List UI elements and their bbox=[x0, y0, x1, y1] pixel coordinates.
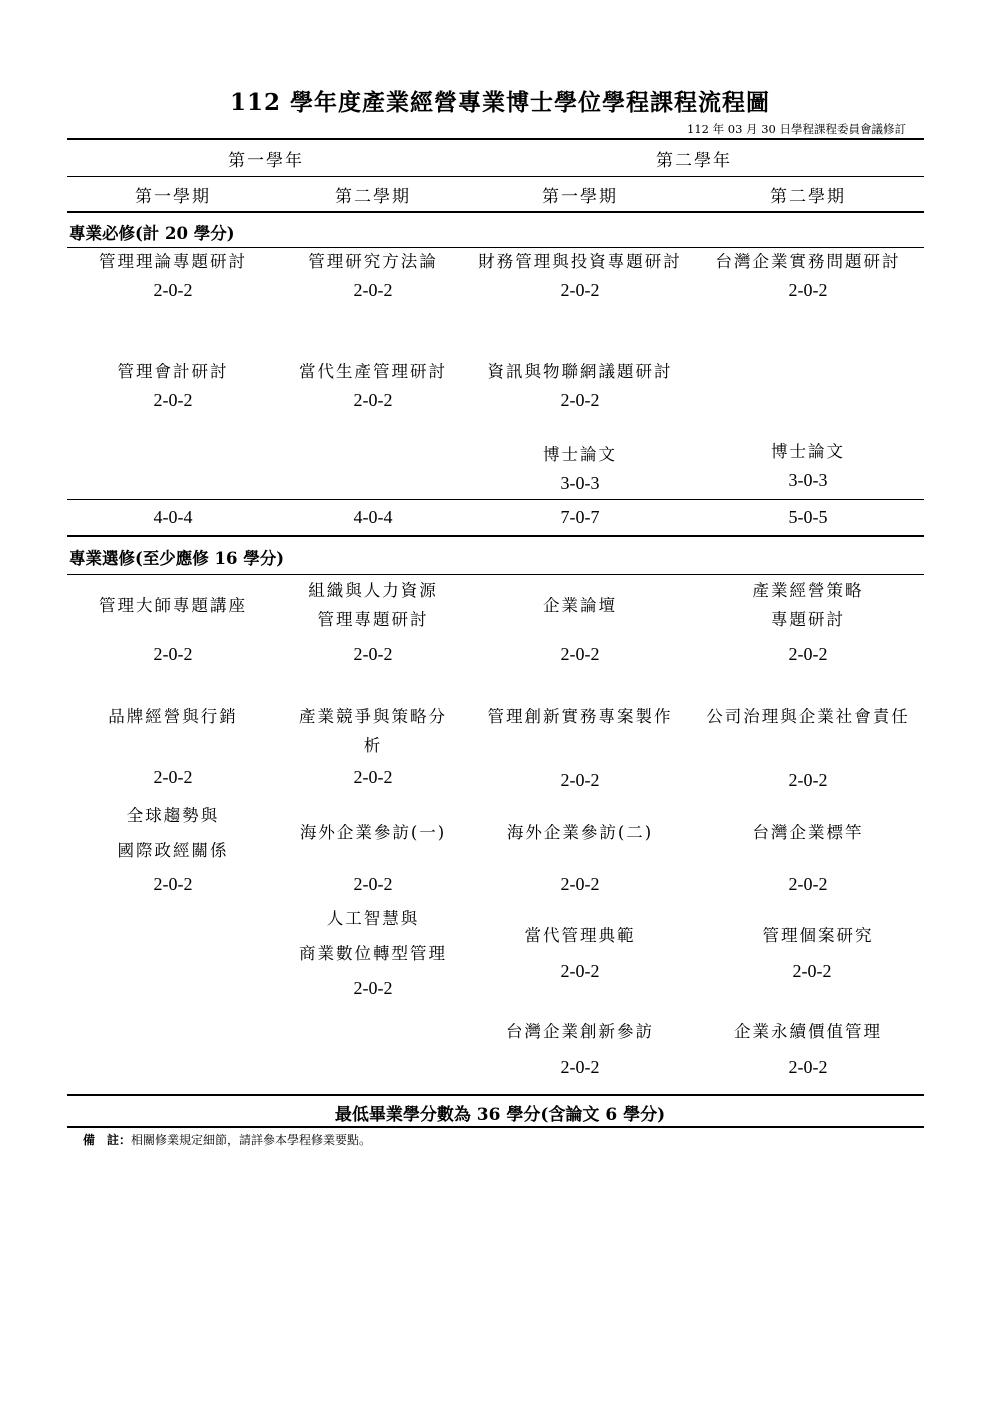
course-credit: 2-0-2 bbox=[788, 770, 828, 790]
semester-header: 第二學期 bbox=[770, 187, 846, 207]
course-name: 資訊與物聯網議題研討 bbox=[487, 362, 673, 381]
course-credit: 2-0-2 bbox=[153, 767, 193, 787]
course-name-line2: 商業數位轉型管理 bbox=[299, 944, 447, 963]
course-credit: 3-0-3 bbox=[788, 470, 828, 490]
course-credit: 2-0-2 bbox=[153, 874, 193, 894]
course-credit: 2-0-2 bbox=[560, 644, 600, 664]
footer-bottom-rule bbox=[67, 1126, 924, 1128]
course-name-line1: 全球趨勢與 bbox=[126, 806, 220, 825]
course-credit: 2-0-2 bbox=[788, 874, 828, 894]
footer-top-rule bbox=[67, 1094, 924, 1096]
year-1-header: 第一學年 bbox=[228, 151, 304, 171]
course-name-line2: 專題研討 bbox=[771, 610, 845, 629]
course-credit: 2-0-2 bbox=[353, 978, 393, 998]
elective-heading-rule bbox=[67, 574, 924, 575]
course-name-line2: 析 bbox=[363, 736, 383, 755]
course-name: 管理大師專題講座 bbox=[99, 596, 247, 615]
course-name: 管理創新實務專案製作 bbox=[487, 707, 673, 726]
course-name: 財務管理與投資專題研討 bbox=[478, 252, 682, 271]
course-name: 當代管理典範 bbox=[524, 926, 636, 945]
course-credit: 2-0-2 bbox=[560, 961, 600, 981]
course-name: 台灣企業實務問題研討 bbox=[715, 252, 901, 271]
course-credit: 2-0-2 bbox=[560, 280, 600, 300]
course-name: 管理個案研究 bbox=[762, 926, 874, 945]
graduation-requirement: 最低畢業學分數為 36 學分(含論文 6 學分) bbox=[334, 1105, 666, 1125]
course-name: 公司治理與企業社會責任 bbox=[706, 707, 910, 726]
course-name: 管理理論專題研討 bbox=[99, 252, 247, 271]
course-credit: 2-0-2 bbox=[153, 390, 193, 410]
course-credit: 3-0-3 bbox=[560, 473, 600, 493]
course-name-line2: 國際政經關係 bbox=[117, 841, 229, 860]
semester-total: 4-0-4 bbox=[353, 507, 393, 527]
table-top-rule bbox=[67, 138, 924, 140]
course-credit: 2-0-2 bbox=[560, 390, 600, 410]
course-name: 品牌經營與行銷 bbox=[108, 707, 238, 726]
required-heading: 專業必修(計 20 學分) bbox=[69, 224, 235, 243]
elective-top-rule bbox=[67, 535, 924, 537]
course-credit: 2-0-2 bbox=[353, 280, 393, 300]
year-divider bbox=[67, 176, 924, 177]
course-name-line1: 產業競爭與策略分 bbox=[299, 707, 447, 726]
course-credit: 2-0-2 bbox=[792, 961, 832, 981]
course-credit: 2-0-2 bbox=[353, 767, 393, 787]
semester-header: 第一學期 bbox=[542, 187, 618, 207]
course-name: 管理會計研討 bbox=[117, 362, 229, 381]
course-name: 管理研究方法論 bbox=[308, 252, 438, 271]
remark-text: 相關修業規定細節，請詳參本學程修業要點。 bbox=[131, 1133, 372, 1147]
remark bbox=[83, 1131, 371, 1148]
page-title: 112 學年度產業經營專業博士學位學程課程流程圖 bbox=[229, 89, 771, 116]
course-credit: 2-0-2 bbox=[788, 644, 828, 664]
semester-header: 第一學期 bbox=[135, 187, 211, 207]
course-name: 當代生產管理研討 bbox=[299, 362, 447, 381]
course-credit: 2-0-2 bbox=[153, 644, 193, 664]
required-total-rule bbox=[67, 499, 924, 500]
course-name-line2: 管理專題研討 bbox=[317, 610, 429, 629]
semester-total: 7-0-7 bbox=[560, 507, 600, 527]
year-2-header: 第二學年 bbox=[656, 151, 732, 171]
course-credit: 2-0-2 bbox=[560, 1057, 600, 1077]
course-name: 台灣企業創新參訪 bbox=[506, 1022, 654, 1041]
revision-note: 112 年 03 月 30 日學程課程委員會議修訂 bbox=[687, 122, 906, 136]
semester-total: 4-0-4 bbox=[153, 507, 193, 527]
semester-total: 5-0-5 bbox=[788, 507, 828, 527]
course-credit: 2-0-2 bbox=[353, 874, 393, 894]
header-bottom-rule bbox=[67, 211, 924, 213]
course-credit: 2-0-2 bbox=[153, 280, 193, 300]
remark-label: 備 註： bbox=[83, 1133, 132, 1147]
elective-heading: 專業選修(至少應修 16 學分) bbox=[69, 549, 285, 568]
semester-header: 第二學期 bbox=[335, 187, 411, 207]
course-credit: 2-0-2 bbox=[560, 874, 600, 894]
course-name: 企業永續價值管理 bbox=[734, 1022, 882, 1041]
course-name-line1: 組織與人力資源 bbox=[308, 581, 438, 600]
course-credit: 2-0-2 bbox=[560, 770, 600, 790]
course-credit: 2-0-2 bbox=[788, 1057, 828, 1077]
course-name: 海外企業參訪(二) bbox=[506, 823, 654, 842]
course-credit: 2-0-2 bbox=[353, 390, 393, 410]
course-name: 博士論文 bbox=[771, 442, 845, 461]
course-name: 博士論文 bbox=[543, 445, 617, 464]
course-credit: 2-0-2 bbox=[788, 280, 828, 300]
course-name: 海外企業參訪(一) bbox=[299, 823, 447, 842]
course-name: 台灣企業標竿 bbox=[752, 823, 864, 842]
course-name: 企業論壇 bbox=[543, 596, 617, 615]
course-name-line1: 產業經營策略 bbox=[752, 581, 864, 600]
course-name-line1: 人工智慧與 bbox=[326, 909, 420, 928]
course-credit: 2-0-2 bbox=[353, 644, 393, 664]
